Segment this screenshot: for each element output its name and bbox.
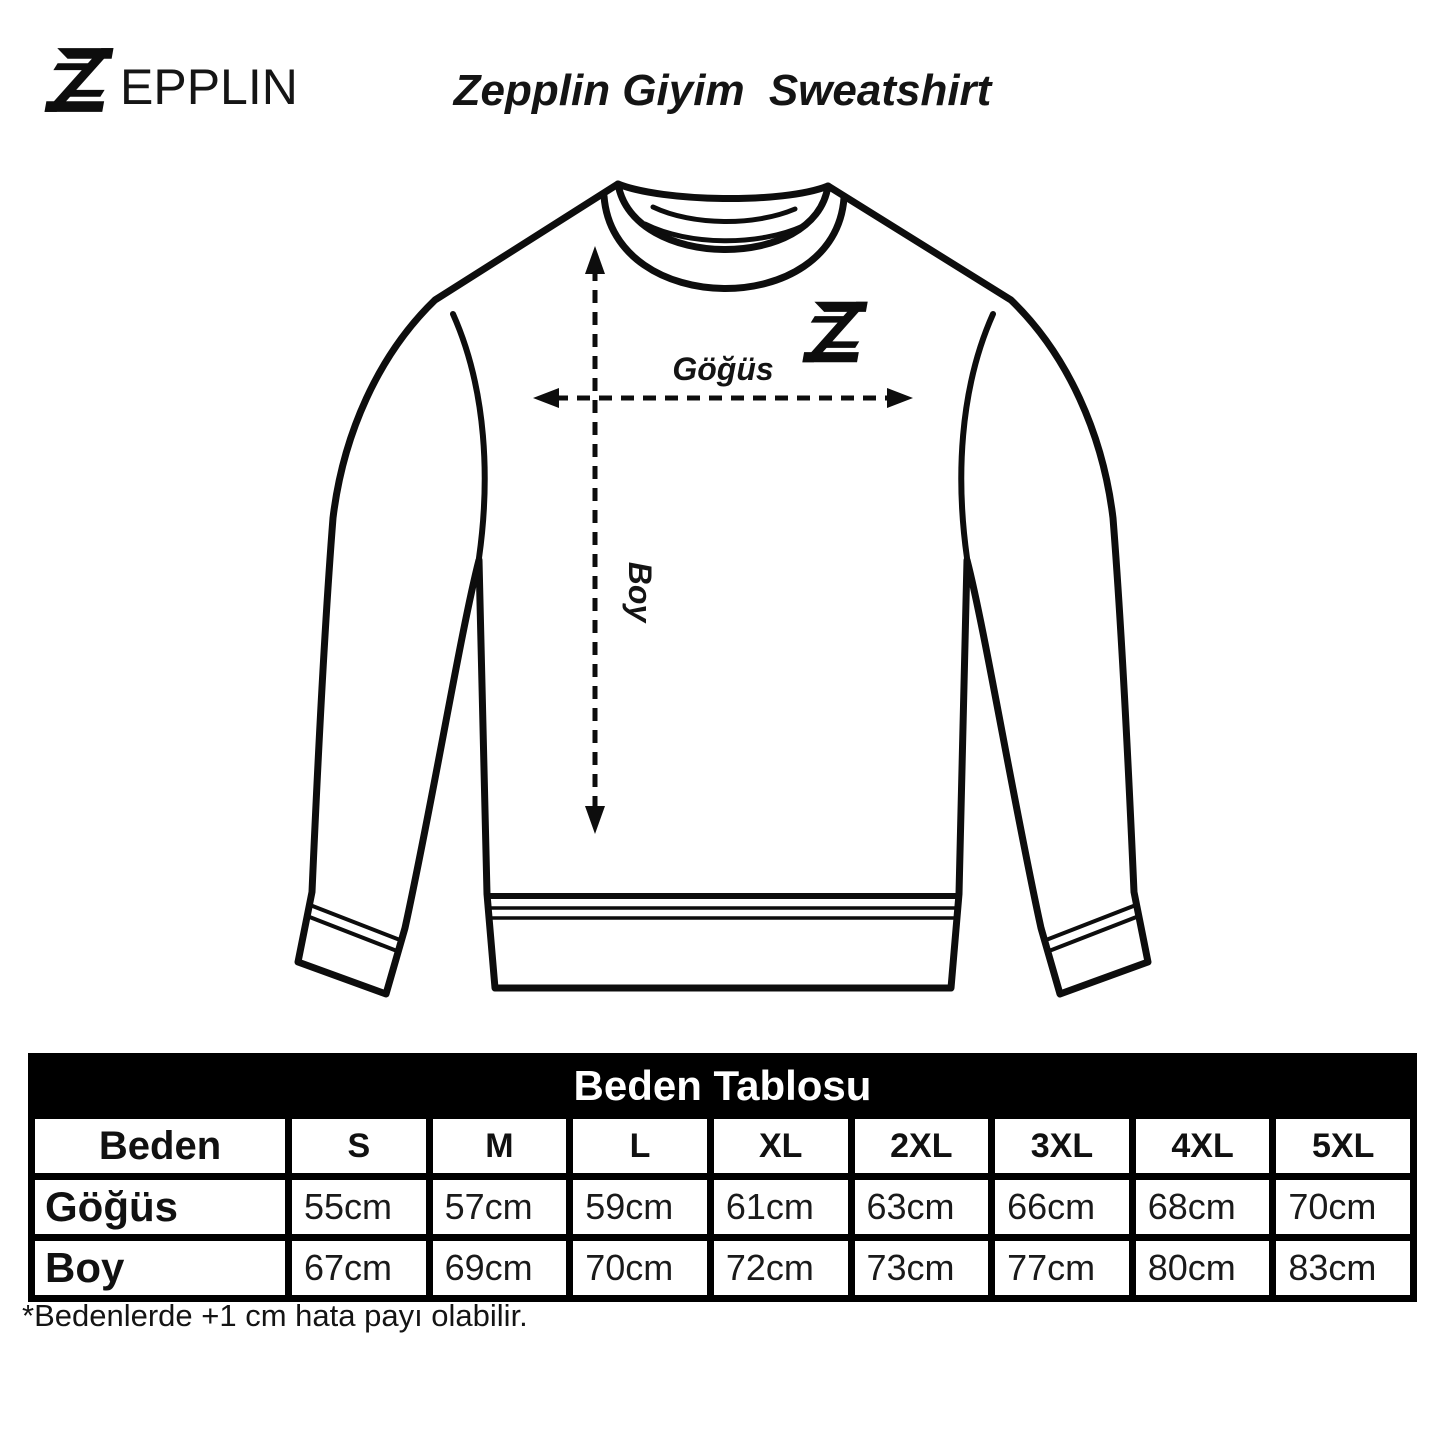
length-value-l: 70cm <box>573 1241 707 1295</box>
column-header-3xl: 3XL <box>995 1119 1129 1173</box>
row-label-length: Boy <box>35 1241 285 1295</box>
size-table-title: Beden Tablosu <box>35 1060 1410 1112</box>
length-value-s: 67cm <box>292 1241 426 1295</box>
size-table <box>28 1053 1417 1302</box>
sweatshirt-outline <box>298 184 1148 994</box>
length-value-xl: 72cm <box>714 1241 848 1295</box>
title-product: Sweatshirt <box>768 66 992 115</box>
length-value-4xl: 80cm <box>1136 1241 1270 1295</box>
chest-value-4xl: 68cm <box>1136 1180 1270 1234</box>
column-header-s: S <box>292 1119 426 1173</box>
chest-value-l: 59cm <box>573 1180 707 1234</box>
length-value-5xl: 83cm <box>1276 1241 1410 1295</box>
row-label-chest: Göğüs <box>35 1180 285 1234</box>
chest-value-3xl: 66cm <box>995 1180 1129 1234</box>
chest-value-5xl: 70cm <box>1276 1180 1410 1234</box>
chest-label: Göğüs <box>672 351 774 387</box>
chest-value-s: 55cm <box>292 1180 426 1234</box>
length-label: Boy <box>622 561 658 623</box>
column-header-4xl: 4XL <box>1136 1119 1270 1173</box>
chest-value-2xl: 63cm <box>855 1180 989 1234</box>
length-value-2xl: 73cm <box>855 1241 989 1295</box>
brand-name: EPPLIN <box>120 59 298 115</box>
length-value-3xl: 77cm <box>995 1241 1129 1295</box>
length-value-m: 69cm <box>433 1241 567 1295</box>
footnote: *Bedenlerde +1 cm hata payı olabilir. <box>22 1298 528 1333</box>
column-header-l: L <box>573 1119 707 1173</box>
chest-value-m: 57cm <box>433 1180 567 1234</box>
chest-value-xl: 61cm <box>714 1180 848 1234</box>
column-header-m: M <box>433 1119 567 1173</box>
column-header-2xl: 2XL <box>855 1119 989 1173</box>
column-header-beden: Beden <box>35 1119 285 1173</box>
title-prefix: Zepplin Giyim <box>453 66 745 115</box>
column-header-5xl: 5XL <box>1276 1119 1410 1173</box>
sweatshirt-diagram <box>283 150 1163 1030</box>
page-title <box>0 66 1445 116</box>
column-header-xl: XL <box>714 1119 848 1173</box>
